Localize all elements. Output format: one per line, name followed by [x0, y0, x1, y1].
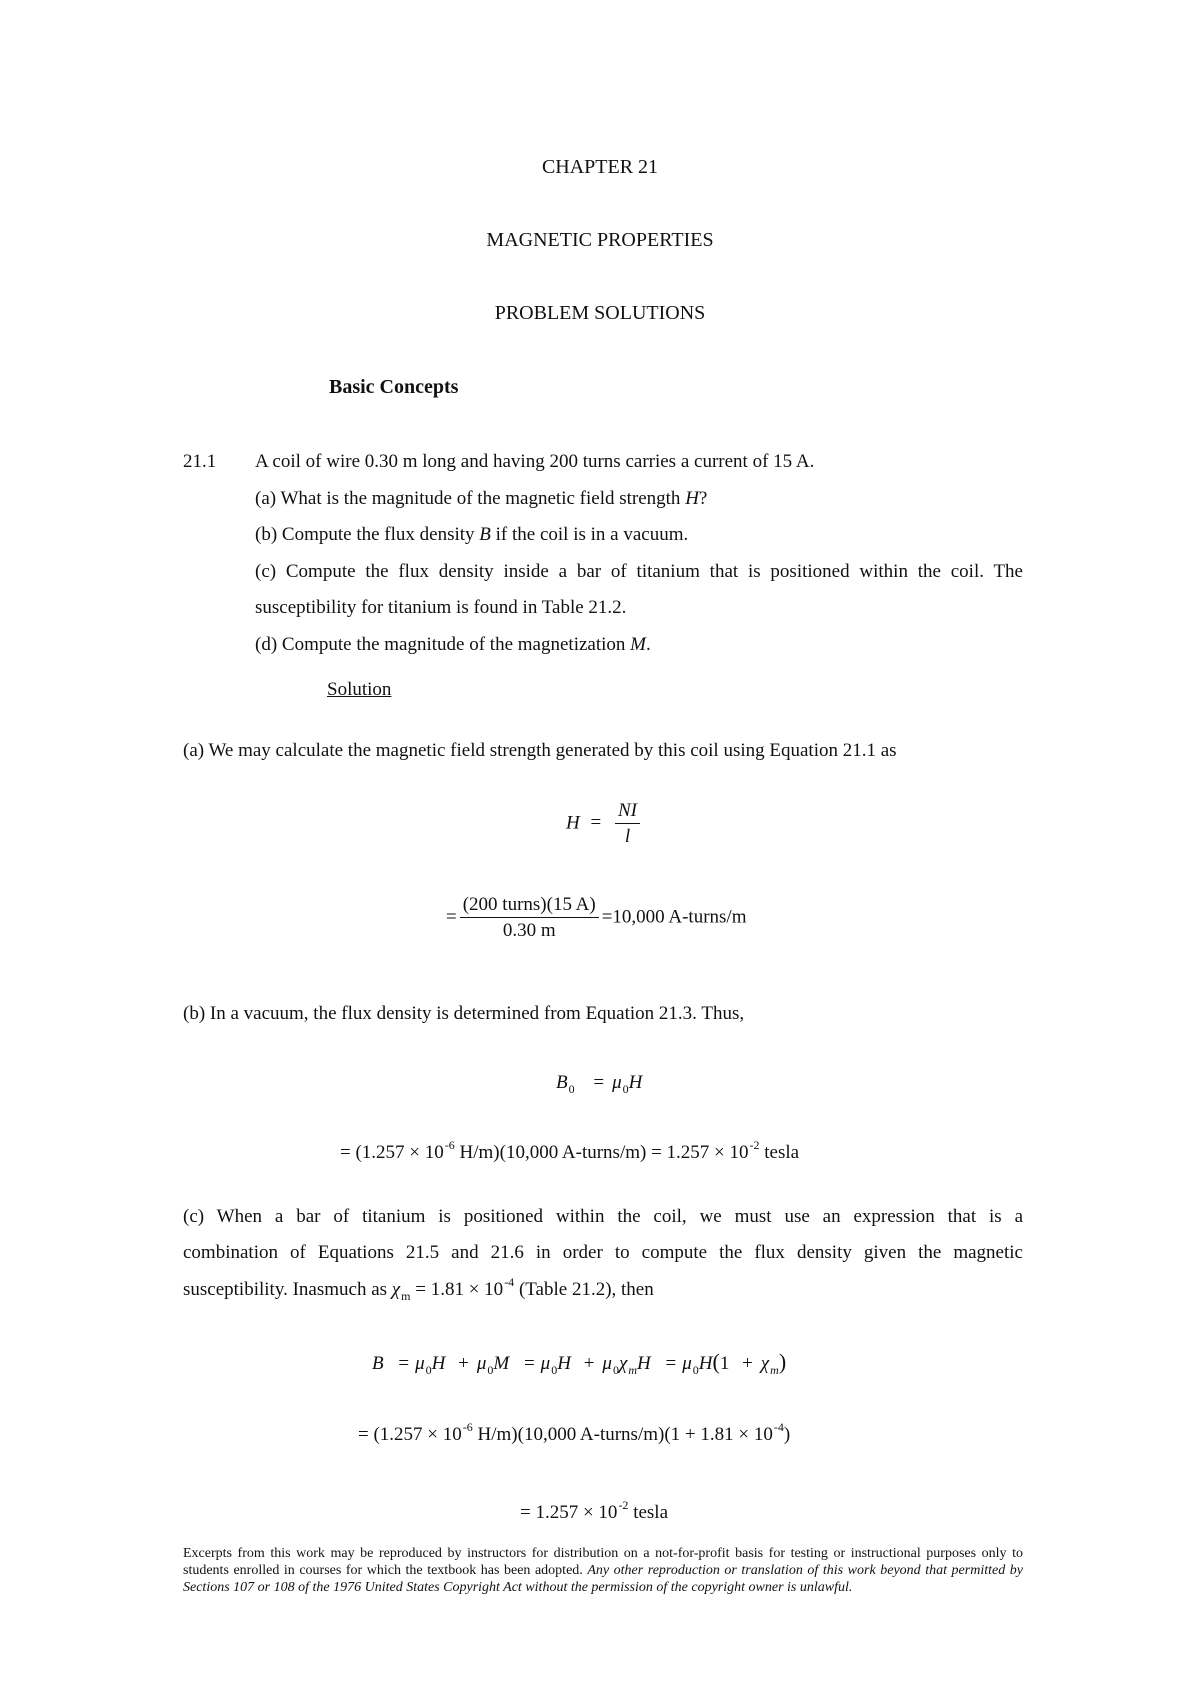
eq5-chi-sub-2: m — [770, 1363, 779, 1377]
eq2-denominator: 0.30 m — [502, 920, 556, 941]
eq5-h-2: H — [557, 1353, 571, 1374]
eq6-part1: = (1.257 × 10 — [358, 1424, 462, 1445]
c-line3-end: (Table 21.2), then — [514, 1279, 654, 1300]
problem-number: 21.1 — [183, 451, 217, 472]
solution-c-line1: (c) When a bar of titanium is positioned within the coil, we must use an expression that is a — [183, 1206, 1023, 1227]
eq4-part3: tesla — [759, 1142, 800, 1163]
equation-b0-definition — [556, 1072, 642, 1094]
eq5-mu-1: μ — [415, 1353, 425, 1374]
eq5-m: M — [493, 1353, 510, 1374]
equation-b-substituted — [358, 1420, 791, 1446]
copyright-footer — [183, 1545, 1023, 1596]
eq2-fraction — [460, 894, 599, 942]
c-line3-value: = 1.81 × 10 — [410, 1279, 504, 1300]
part-b-variable: B — [479, 524, 491, 545]
eq1-equals: = — [590, 812, 602, 834]
eq5-sub-2: 0 — [487, 1363, 494, 1377]
equation-b0-value — [340, 1138, 800, 1164]
eq2-result: =10,000 A-turns/m — [601, 906, 747, 928]
eq4-part1: = (1.257 × 10 — [340, 1142, 444, 1163]
eq6-exponent2: -4 — [773, 1420, 784, 1434]
eq5-paren-close: ) — [778, 1349, 787, 1374]
chapter-subtitle: PROBLEM SOLUTIONS — [494, 302, 706, 324]
equation-h-definition — [566, 800, 643, 848]
eq5-mu-3: μ — [540, 1353, 551, 1374]
c-exponent: -4 — [504, 1275, 515, 1289]
eq2-numerator: (200 turns)(15 A) — [460, 894, 599, 918]
c-chi-symbol: χ — [391, 1279, 401, 1300]
problem-statement: A coil of wire 0.30 m long and having 200 turns carries a current of 15 A. — [255, 451, 815, 472]
eq4-exponent2: -2 — [749, 1138, 760, 1152]
eq7-exponent: -2 — [618, 1498, 629, 1512]
eq3-mu-subscript: 0 — [622, 1082, 629, 1096]
eq5-equals-2: = — [523, 1353, 535, 1374]
eq1-numerator: NI — [615, 800, 640, 824]
eq7-part1: = 1.257 × 10 — [520, 1502, 618, 1523]
eq5-sub-5: 0 — [692, 1363, 699, 1377]
eq7-part2: tesla — [628, 1502, 669, 1523]
eq5-mu-2: μ — [476, 1353, 487, 1374]
eq5-sub-4: 0 — [612, 1363, 619, 1377]
eq5-plus-1: + — [458, 1353, 469, 1374]
eq3-equals: = — [593, 1072, 605, 1093]
eq5-chi-sub-1: m — [628, 1363, 637, 1377]
eq3-mu: μ — [612, 1072, 622, 1093]
eq1-lhs: H — [566, 812, 580, 834]
part-d-end: . — [645, 634, 651, 655]
eq5-plus-2: + — [583, 1353, 595, 1374]
part-b-end: if the coil is in a vacuum. — [490, 524, 689, 545]
footer-legal-warning: Any other reproduction or translation of this work beyond that permitted by Sections 107 or 108 of the 1976 United States Copyright Act without the permission of the copyright owner is unlawful. — [183, 1563, 1023, 1595]
eq6-part3: ) — [783, 1424, 791, 1445]
c-line3-text: susceptibility. Inasmuch as — [183, 1279, 392, 1300]
eq5-h-1: H — [431, 1353, 446, 1374]
eq5-mu-4: μ — [602, 1353, 612, 1374]
footer-notice: Excerpts from this work may be reproduced by instructors for distribution on a not-for-profit basis for testing or instructional purposes only to students enrolled in courses for which the textbook has been adopted. — [183, 1546, 1023, 1578]
part-a-text: (a) What is the magnitude of the magnetic field strength — [255, 488, 686, 509]
solution-b-text: (b) In a vacuum, the flux density is determined from Equation 21.3. Thus, — [183, 1003, 745, 1024]
problem-part-c-line1: (c) Compute the flux density inside a bar of titanium that is positioned within the coil. The — [255, 561, 1023, 582]
eq5-chi-2: χ — [760, 1353, 770, 1374]
eq6-part2: H/m)(10,000 A-turns/m)(1 + 1.81 × 10 — [472, 1424, 773, 1445]
equation-h-value — [446, 894, 746, 942]
part-a-end: ? — [698, 488, 708, 509]
eq5-sub-3: 0 — [551, 1363, 558, 1377]
eq5-chi-1: χ — [618, 1353, 628, 1374]
eq5-b: B — [372, 1353, 384, 1374]
section-heading: Basic Concepts — [329, 376, 459, 398]
eq5-h-3: H — [637, 1353, 651, 1374]
equation-b-result — [520, 1498, 669, 1524]
part-d-variable: M — [630, 634, 646, 655]
problem-part-b — [255, 524, 688, 546]
eq3-h: H — [628, 1072, 643, 1093]
eq2-equals: = — [446, 906, 457, 928]
eq5-one: 1 — [719, 1353, 730, 1374]
problem-part-d — [255, 634, 651, 656]
eq5-h-4: H — [698, 1353, 713, 1374]
solution-a-text: (a) We may calculate the magnetic field strength generated by this coil using Equation 21.1 as — [183, 740, 897, 761]
equation-b-combined — [372, 1349, 786, 1375]
eq5-paren-open: ( — [712, 1349, 720, 1374]
eq6-exponent1: -6 — [462, 1420, 473, 1434]
c-chi-subscript: m — [401, 1289, 411, 1303]
eq5-equals-1: = — [398, 1353, 410, 1374]
eq5-equals-3: = — [665, 1353, 677, 1374]
part-b-text: (b) Compute the flux density — [255, 524, 480, 545]
chapter-title: MAGNETIC PROPERTIES — [486, 229, 714, 251]
chapter-number: CHAPTER 21 — [541, 156, 659, 178]
eq1-fraction — [615, 800, 640, 848]
problem-part-c-line2: susceptibility for titanium is found in Table 21.2. — [255, 597, 627, 618]
eq1-denominator: l — [624, 826, 631, 847]
part-a-variable: H — [685, 488, 699, 509]
eq5-mu-5: μ — [682, 1353, 692, 1374]
part-d-text: (d) Compute the magnitude of the magnetization — [255, 634, 631, 655]
problem-part-a — [255, 488, 707, 510]
solution-c-line3 — [183, 1275, 654, 1303]
eq3-lhs: B — [556, 1072, 568, 1093]
eq4-exponent1: -6 — [444, 1138, 455, 1152]
eq4-part2: H/m)(10,000 A-turns/m) = 1.257 × 10 — [454, 1142, 749, 1163]
eq5-plus-3: + — [742, 1353, 753, 1374]
eq5-sub-1: 0 — [425, 1363, 432, 1377]
solution-c-line2: combination of Equations 21.5 and 21.6 in order to compute the flux density given the magnetic — [183, 1242, 1023, 1263]
eq3-lhs-subscript: 0 — [568, 1082, 575, 1096]
solution-label: Solution — [327, 679, 392, 700]
